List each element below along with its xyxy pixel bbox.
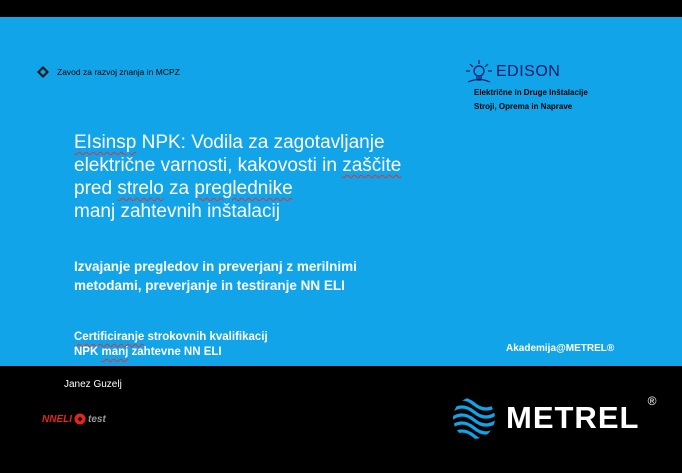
nneli-text: NNELI xyxy=(42,413,72,425)
cert-word-manj: manj xyxy=(101,346,129,358)
akademija-label: Akademija@METREL® xyxy=(506,343,615,354)
title-text: pred xyxy=(74,178,118,199)
title-text: električne varnosti, kakovosti in xyxy=(74,155,343,176)
slide-subtitle xyxy=(74,257,474,295)
title-word-strelo: strelo xyxy=(117,178,164,199)
metrel-name: METREL xyxy=(506,400,640,435)
title-text: NPK: Vodila za zagotavljanje xyxy=(136,132,385,153)
top-band xyxy=(0,0,682,17)
edison-logo xyxy=(466,60,666,114)
slide-title xyxy=(74,131,544,223)
metrel-registered-mark: ® xyxy=(647,394,658,408)
author-name: Janez Guzelj xyxy=(64,379,122,390)
cert-text: zahtevne NN ELI xyxy=(128,346,222,358)
title-text: za xyxy=(163,178,195,199)
subtitle-line-2: metodami, preverjanje in testiranje NN ELI xyxy=(74,278,345,293)
cert-text: strokovnih kvalifikacij xyxy=(144,331,268,343)
cert-text: NPK xyxy=(74,346,102,358)
cert-word-certificiranje: Certificiranje xyxy=(74,331,145,343)
zavod-label: Zavod za razvoj znanja in MCPZ xyxy=(57,67,180,77)
edison-tagline-1: Električne in Druge Inštalacije xyxy=(474,88,588,97)
title-word-eisinsp: EIsinsp xyxy=(74,132,137,153)
nneli-test-text: test xyxy=(88,413,106,425)
edison-lightbulb-icon xyxy=(466,60,492,84)
nneli-test-logo xyxy=(42,413,106,425)
edison-tagline-2: Stroji, Oprema in Naprave xyxy=(474,102,573,111)
title-text: manj zahtevnih inštalacij xyxy=(74,201,280,222)
edison-name: EDISON xyxy=(496,63,561,80)
metrel-wordmark xyxy=(506,394,658,436)
zavod-header xyxy=(37,66,180,78)
title-word-zascite: zaščite xyxy=(342,155,402,176)
metrel-wave-icon xyxy=(452,396,496,440)
subtitle-line-1: Izvajanje pregledov in preverjanj z merilnimi xyxy=(74,259,357,274)
title-word-preglednike: preglednike xyxy=(194,178,293,199)
certification-note xyxy=(74,330,268,360)
metrel-logo xyxy=(452,394,658,440)
zavod-logo-icon xyxy=(37,66,49,78)
nneli-test-logo-icon xyxy=(74,413,86,425)
